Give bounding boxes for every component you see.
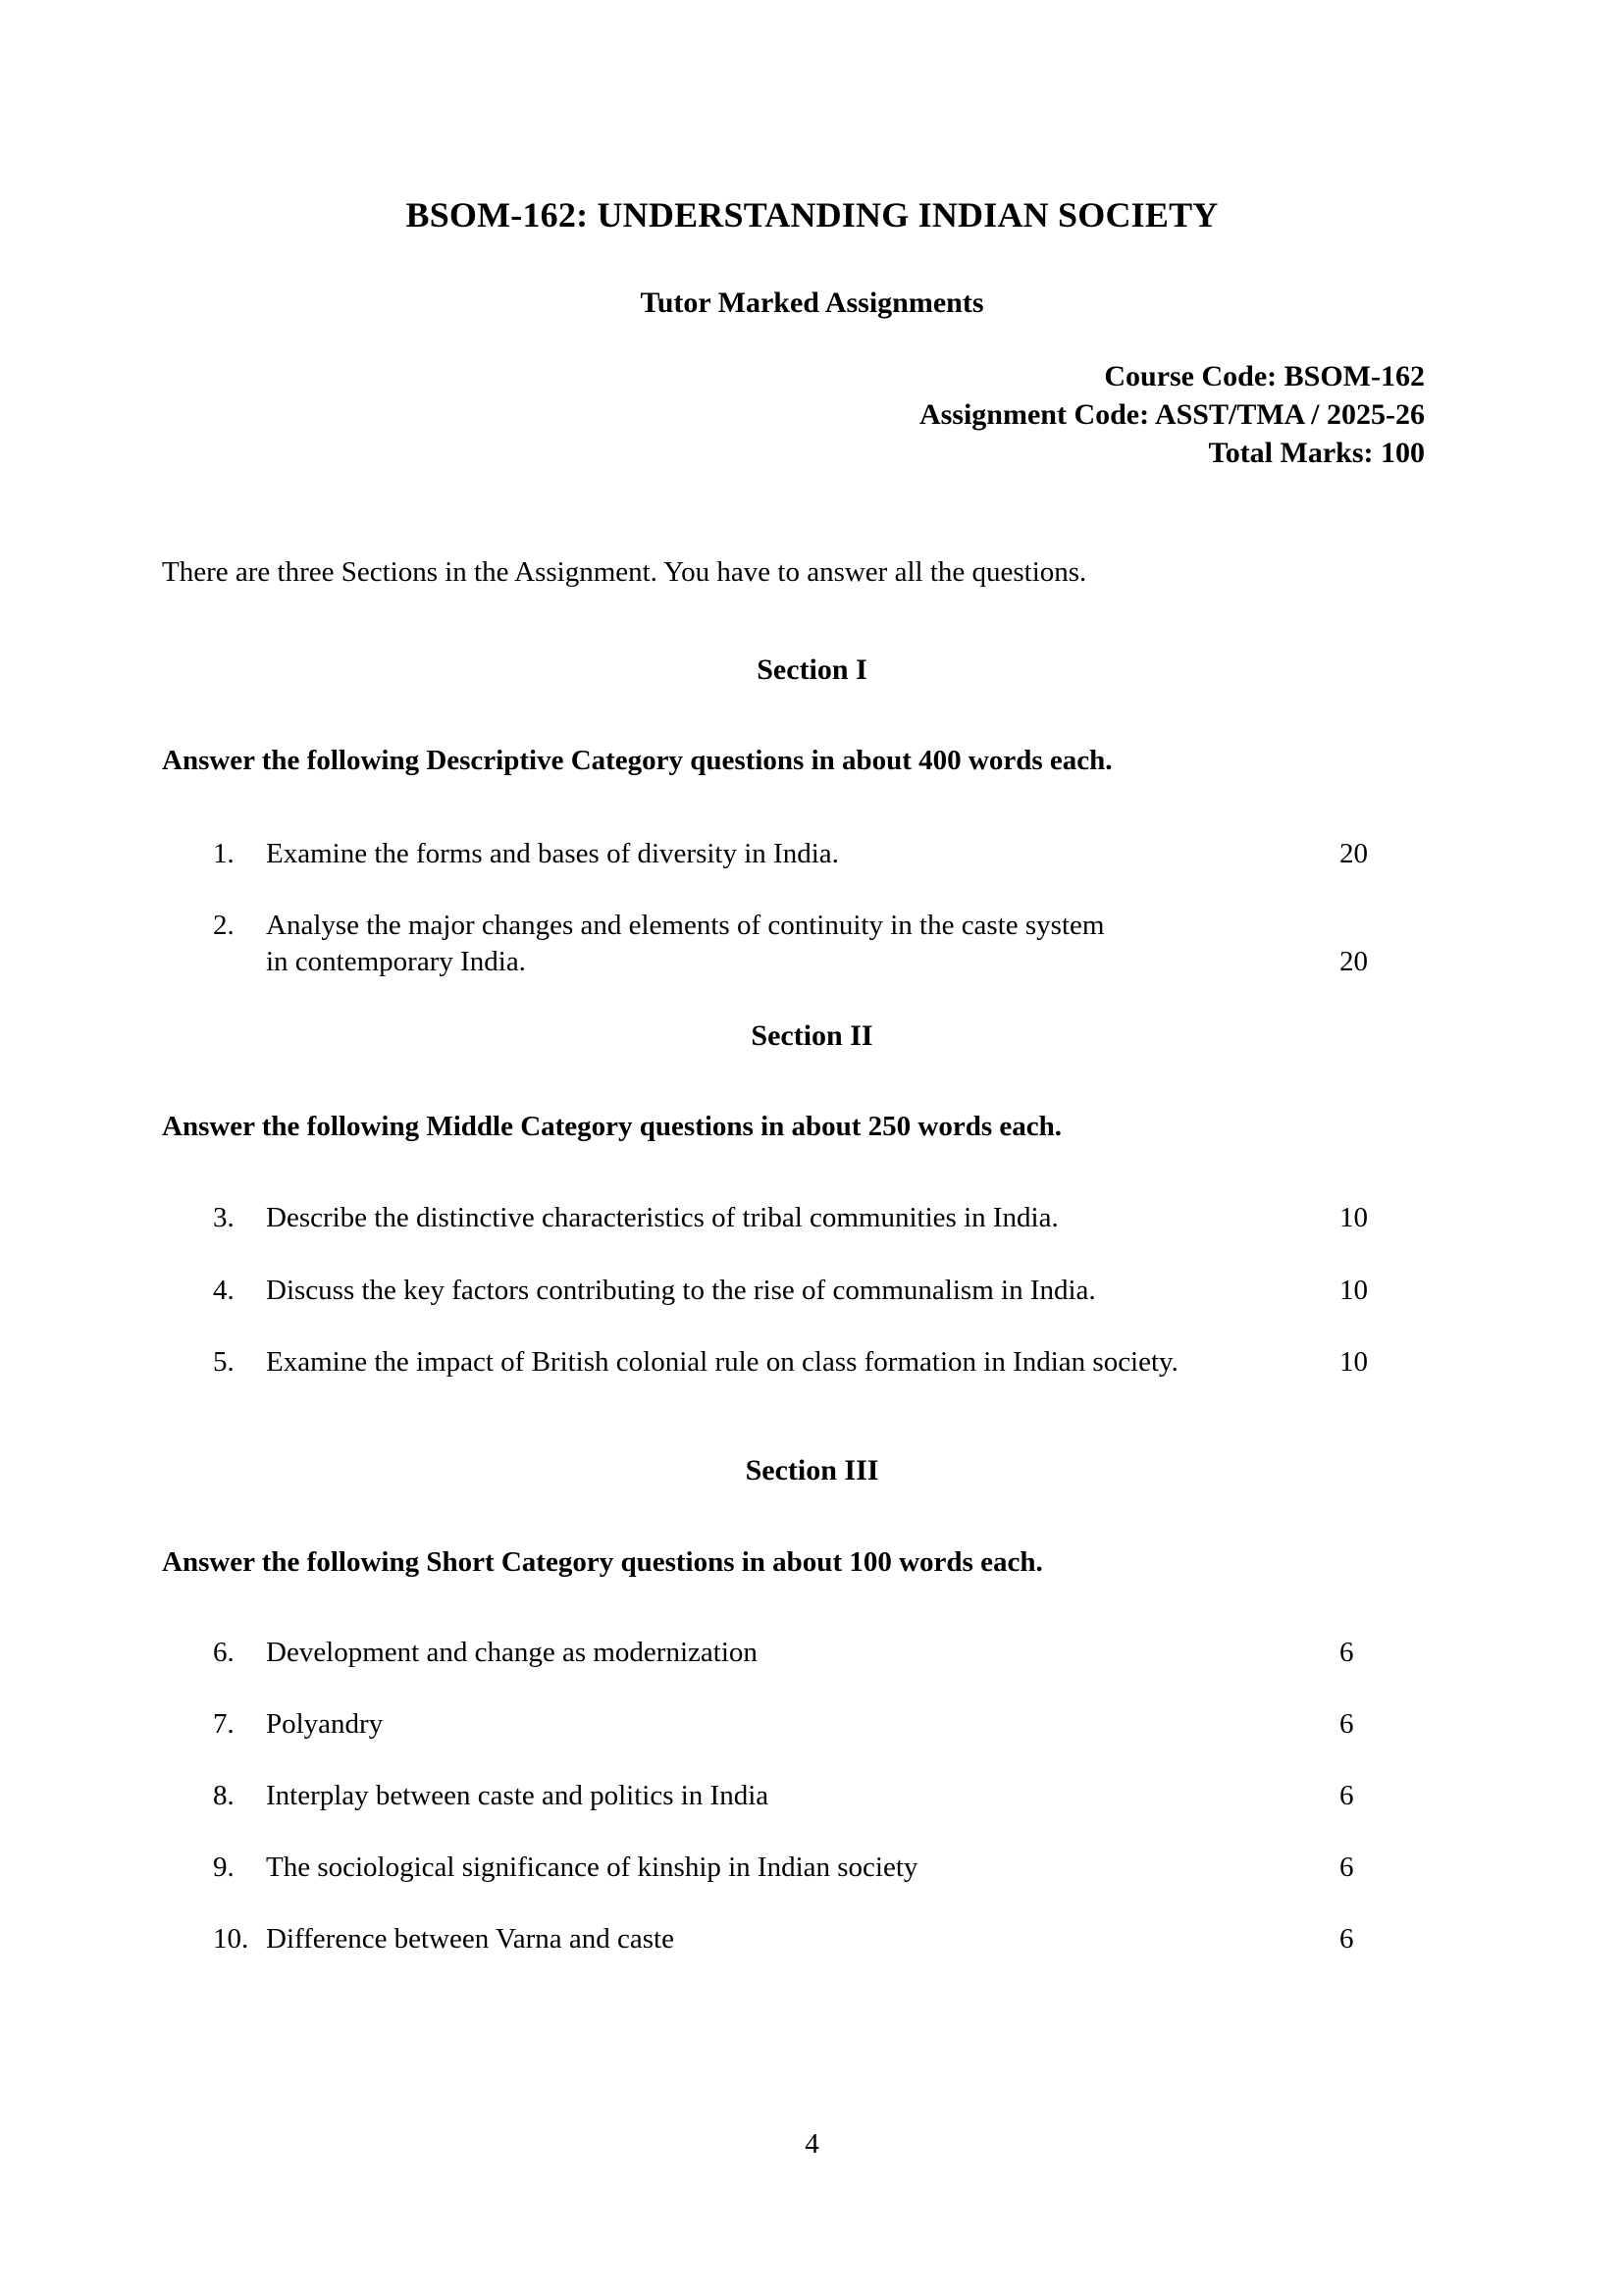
question-1-text [266,836,1339,872]
question-line: Examine the impact of British colonial rule on class formation in Indian society. [266,1346,1179,1378]
question-row-10 [213,1921,1462,1957]
question-3-text [266,1200,1339,1236]
page-subtitle: Tutor Marked Assignments [640,287,984,319]
section-1-heading: Section I [757,653,867,686]
question-row-4 [213,1273,1462,1309]
question-7-number: 7. [213,1708,235,1740]
question-2-number: 2. [213,910,235,941]
assignment-code: Assignment Code: ASST/TMA / 2025-26 [918,398,1425,431]
question-10-text [266,1921,1339,1957]
question-5-text [266,1344,1339,1381]
question-2-text [266,908,1339,980]
page-number: 4 [805,2128,819,2160]
question-7-marks: 6 [1339,1708,1354,1740]
page-title: BSOM-162: UNDERSTANDING INDIAN SOCIETY [405,195,1219,235]
question-row-2 [213,908,1462,980]
question-line: Interplay between caste and politics in India [266,1780,769,1811]
question-4-marks: 10 [1339,1275,1368,1306]
question-line: in contemporary India. [266,946,526,977]
question-10-marks: 6 [1339,1923,1354,1955]
question-line: Development and change as modernization [266,1637,758,1668]
section-3-heading: Section III [745,1454,879,1487]
assignment-meta [162,357,1462,472]
question-line: Difference between Varna and caste [266,1923,674,1955]
question-2-marks: 20 [1339,946,1368,977]
question-5-number: 5. [213,1346,235,1378]
section-2-instruction: Answer the following Middle Category questions in about 250 words each. [162,1111,1063,1142]
question-4-number: 4. [213,1275,235,1306]
question-9-text [266,1850,1339,1886]
question-9-number: 9. [213,1852,235,1883]
section-3-instruction: Answer the following Short Category questions in about 100 words each. [162,1546,1043,1578]
question-row-7 [213,1706,1462,1743]
question-5-marks: 10 [1339,1346,1368,1378]
question-8-text [266,1778,1339,1814]
question-line: Describe the distinctive characteristics of tribal communities in India. [266,1202,1059,1233]
section-2-heading: Section II [751,1019,873,1052]
question-3-number: 3. [213,1202,235,1233]
question-10-number: 10. [213,1923,249,1955]
question-8-number: 8. [213,1780,235,1811]
question-8-marks: 6 [1339,1780,1354,1811]
question-6-marks: 6 [1339,1637,1354,1668]
question-line: Polyandry [266,1708,384,1740]
question-4-text [266,1273,1339,1309]
question-line: Examine the forms and bases of diversity in India. [266,838,839,869]
question-row-6 [213,1635,1462,1671]
question-1-number: 1. [213,838,235,869]
question-line: Discuss the key factors contributing to the rise of communalism in India. [266,1275,1096,1306]
question-7-text [266,1706,1339,1743]
intro-text: There are three Sections in the Assignment. You have to answer all the questions. [162,556,1087,588]
question-row-8 [213,1778,1462,1814]
course-code: Course Code: BSOM-162 [1104,360,1425,392]
question-line: Analyse the major changes and elements of continuity in the caste system [266,910,1105,941]
question-row-3 [213,1200,1462,1236]
question-9-marks: 6 [1339,1852,1354,1883]
question-6-text [266,1635,1339,1671]
question-line: The sociological significance of kinship in Indian society [266,1852,918,1883]
question-row-1 [213,836,1462,872]
question-row-9 [213,1850,1462,1886]
question-6-number: 6. [213,1637,235,1668]
question-1-marks: 20 [1339,838,1368,869]
question-row-5 [213,1344,1462,1381]
question-3-marks: 10 [1339,1202,1368,1233]
section-1-instruction: Answer the following Descriptive Category questions in about 400 words each. [162,745,1113,776]
total-marks: Total Marks: 100 [1208,437,1425,469]
